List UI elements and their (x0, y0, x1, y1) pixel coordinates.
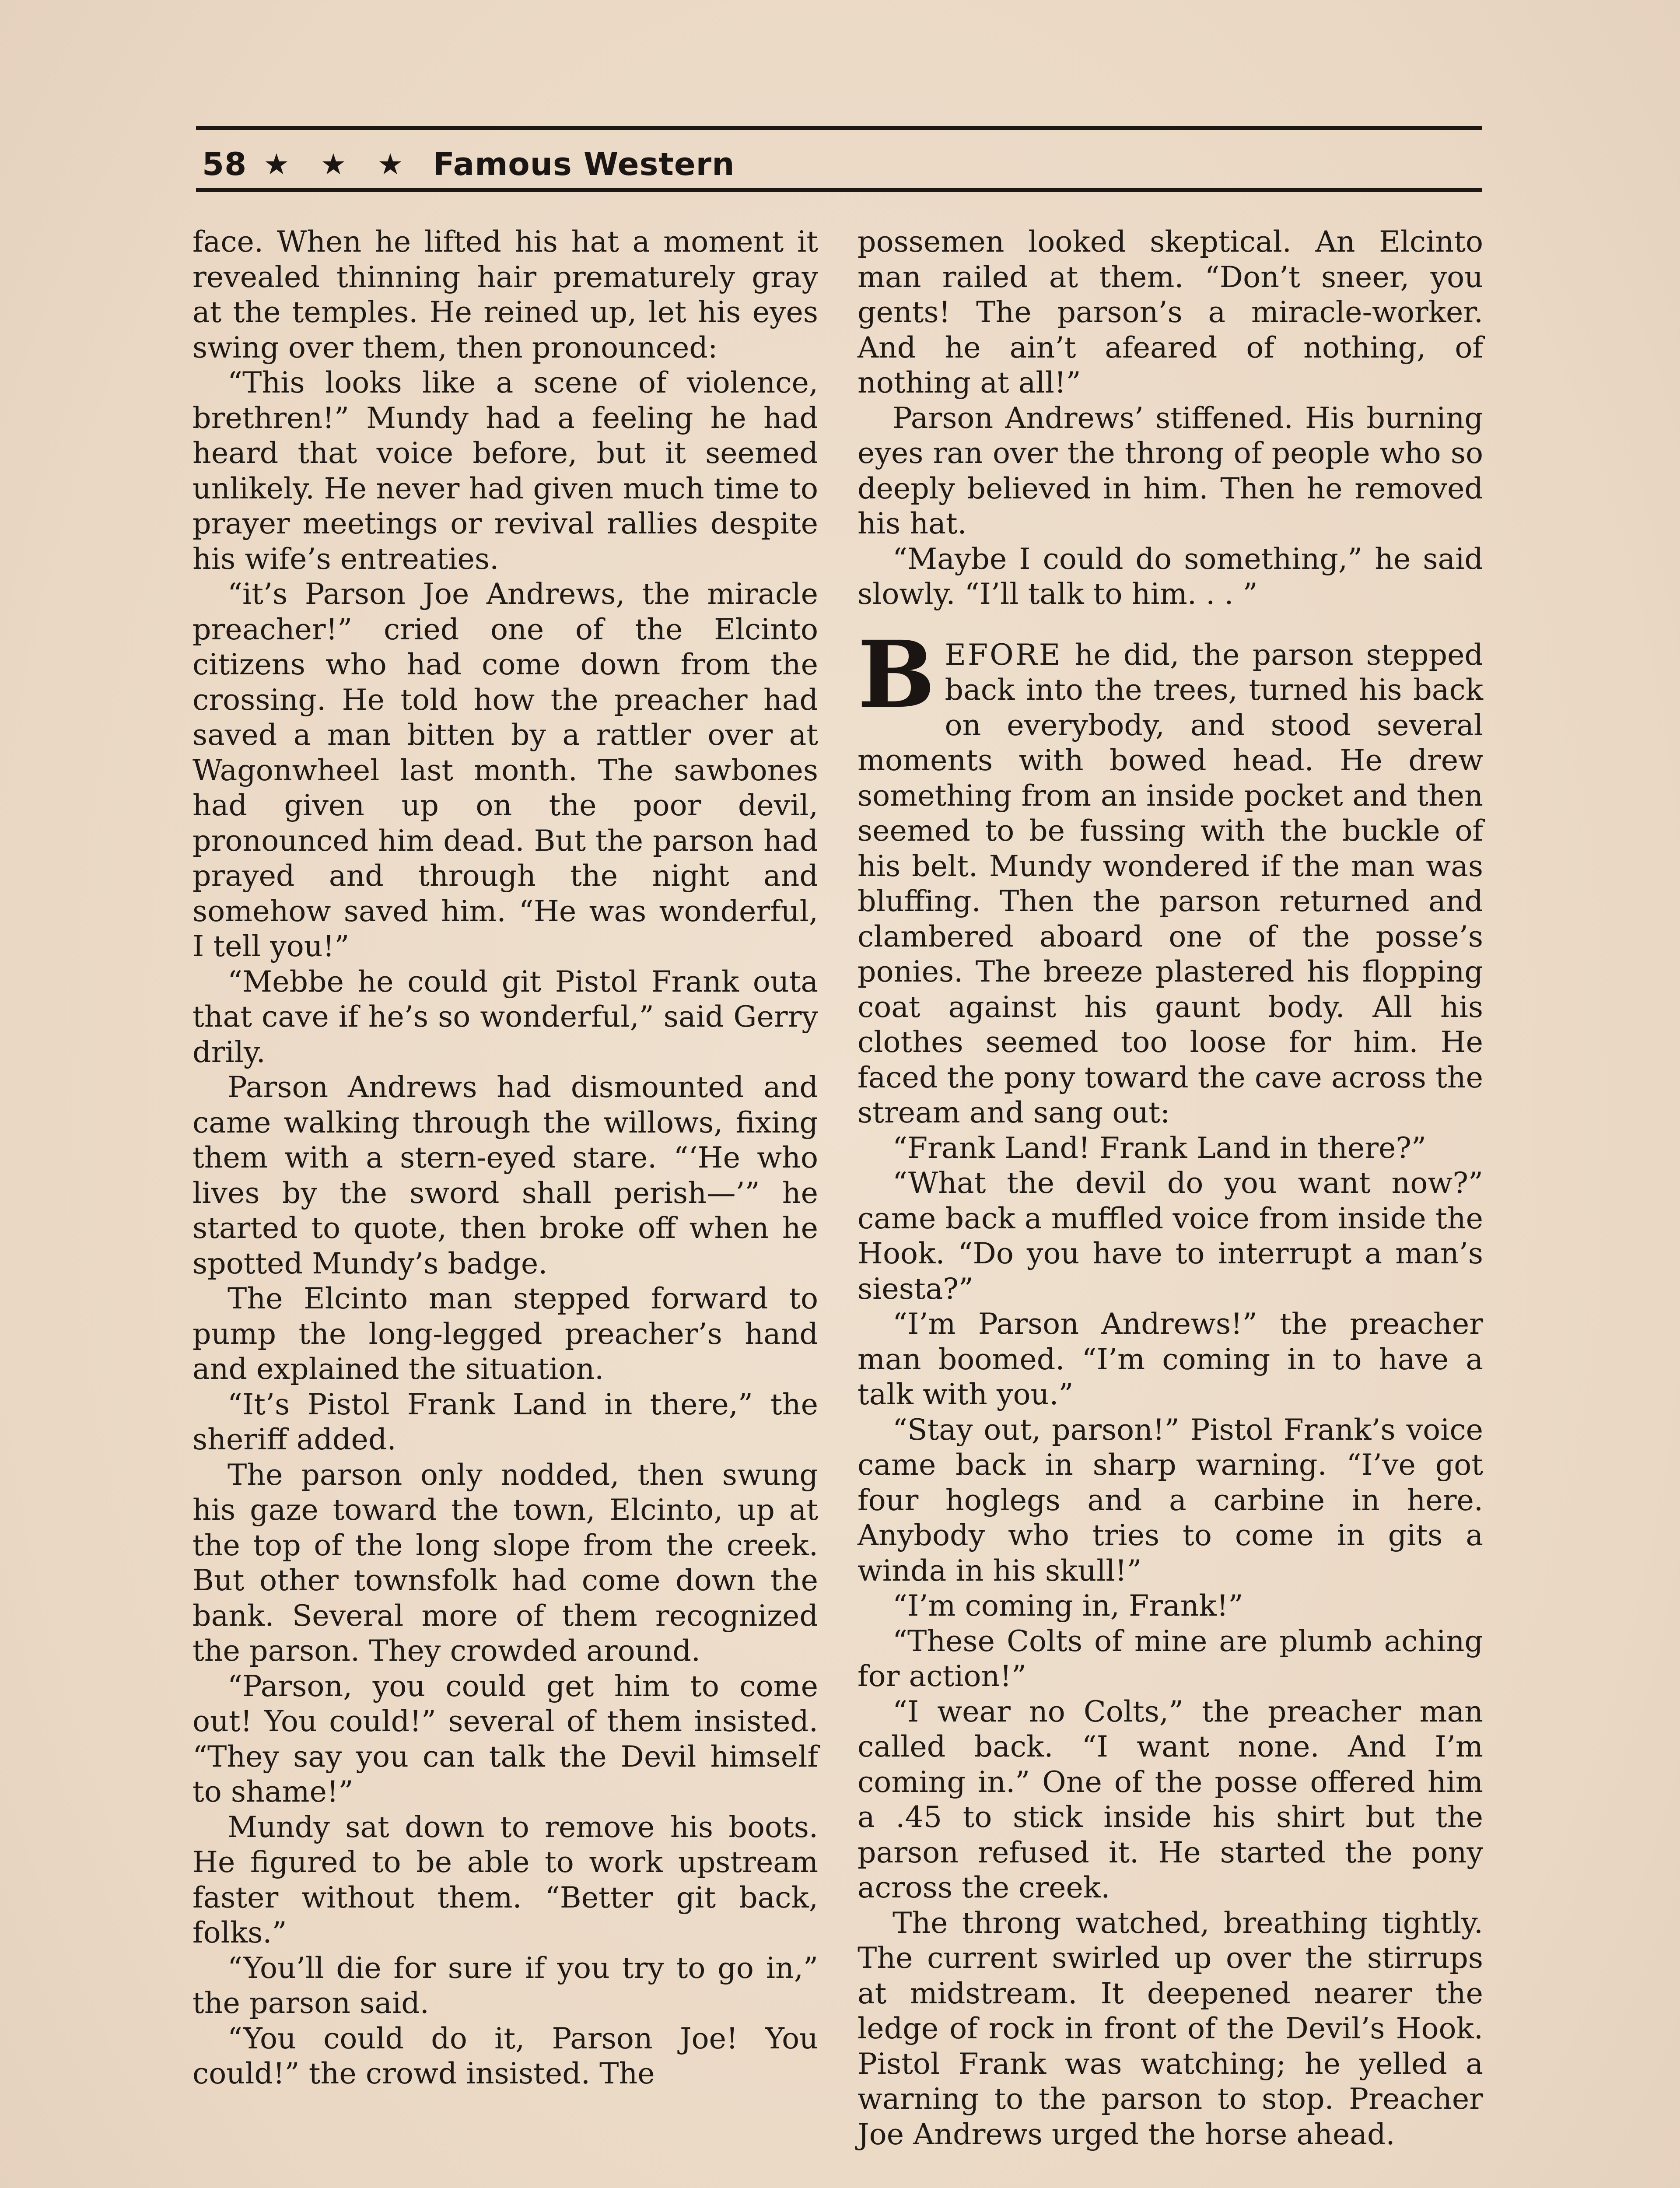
right-text-column (858, 224, 1483, 2152)
paragraph: “Maybe I could do something,” he said slowly. “I’ll talk to him. . . ” (858, 541, 1483, 611)
running-header (202, 140, 735, 188)
paragraph: Parson Andrews had dismounted and came walking through the willows, fixing them with a stern-eyed stare. “‘He who lives by the sword shall perish—’” he started to quote, then broke off when he spotted Mundy’s badge. (192, 1070, 818, 1280)
paragraph: “It’s Pistol Frank Land in there,” the sheriff added. (192, 1387, 818, 1456)
page-number: 58 (202, 146, 247, 182)
star-ornaments: ★ ★ ★ (263, 147, 414, 181)
paragraph: The throng watched, breathing tightly. The current swirled up over the stirrups at midstream. It deepened nearer the ledge of rock in front of the Devil’s Hook. Pistol Frank was watching; he yelled a warning to the parson to stop. Preacher Joe Andrews urged the horse ahead. (858, 1905, 1483, 2151)
paragraph: The parson only nodded, then swung his gaze toward the town, Elcinto, up at the top of the long slope from the creek. But other townsfolk had come down the bank. Several more of them recognized the parson. They crowded around. (192, 1457, 818, 1668)
paragraph: “I wear no Colts,” the preacher man called back. “I want none. And I’m coming in.” One of the posse offered him a .45 to stick inside his shirt but the parson refused it. He started the pony across the creek. (858, 1694, 1483, 1904)
paragraph: “it’s Parson Joe Andrews, the miracle preacher!” cried one of the Elcinto citizens who had come down from the crossing. He told how the preacher had saved a man bitten by a rattler over at Wagonwheel last month. The sawbones had given up on the poor devil, pronounced him dead. But the parson had prayed and through the night and somehow saved him. “He was wonderful, I tell you!” (192, 577, 818, 963)
paragraph (858, 620, 1483, 1130)
paragraph: Parson Andrews’ stiffened. His burning eyes ran over the throng of people who so deeply believed in him. Then he removed his hat. (858, 400, 1483, 540)
paragraph: “This looks like a scene of violence, brethren!” Mundy had a feeling he had heard that voice before, but it seemed unlikely. He never had given much time to prayer meetings or revival rallies despite his wife’s entreaties. (192, 365, 818, 576)
small-caps-lead: EFORE (945, 637, 1062, 672)
paragraph: “You could do it, Parson Joe! You could!” the crowd insisted. The (192, 2021, 818, 2090)
paragraph: possemen looked skeptical. An Elcinto man railed at them. “Don’t sneer, you gents! The parson’s a miracle-worker. And he ain’t afeared of nothing, of nothing at all!” (858, 224, 1483, 400)
paragraph: “These Colts of mine are plumb aching for action!” (858, 1623, 1483, 1693)
paragraph: “Mebbe he could git Pistol Frank outa that cave if he’s so wonderful,” said Gerry drily. (192, 964, 818, 1069)
header-bottom-rule (196, 188, 1482, 192)
paragraph: face. When he lifted his hat a moment it revealed thinning hair prematurely gray at the temples. He reined up, let his eyes swing over them, then pronounced: (192, 224, 818, 365)
paragraph: “I’m Parson Andrews!” the preacher man boomed. “I’m coming in to have a talk with you.” (858, 1307, 1483, 1411)
paragraph: The Elcinto man stepped forward to pump the long-legged preacher’s hand and explained the situation. (192, 1281, 818, 1386)
paragraph: “I’m coming in, Frank!” (892, 1588, 1243, 1623)
paragraph: “You’ll die for sure if you try to go in,” the parson said. (192, 1950, 818, 2020)
paragraph: “Stay out, parson!” Pistol Frank’s voice came back in sharp warning. “I’ve got four hoglegs and a carbine in here. Anybody who tries to come in gits a winda in his skull!” (858, 1412, 1483, 1588)
paragraph: “Parson, you could get him to come out! You could!” several of them insisted. “They say you can talk the Devil himself to shame!” (192, 1669, 818, 1809)
paragraph: “Frank Land! Frank Land in there?” (892, 1130, 1427, 1165)
paragraph-text: he did, the parson stepped back into the trees, turned his back on everybody, and stood several moments with bowed head. He drew something from an inside pocket and then seemed to be fussing with the buckle of his belt. Mundy wondered if the man was bluffing. Then the parson returned and clambered aboard one of the posse’s ponies. The breeze plastered his flopping coat against his gaunt body. All his clothes seemed too loose for him. He faced the pony toward the cave across the stream and sang out: (858, 637, 1483, 1129)
paragraph: “What the devil do you want now?” came back a muffled voice from inside the Hook. “Do you have to interrupt a man’s siesta?” (858, 1166, 1483, 1306)
magazine-title: Famous Western (433, 146, 735, 182)
left-text-column (192, 224, 818, 2091)
header-top-rule (196, 126, 1482, 130)
paragraph: Mundy sat down to remove his boots. He figured to be able to work upstream faster without them. “Better git back, folks.” (192, 1809, 818, 1950)
drop-cap: B (858, 620, 935, 729)
